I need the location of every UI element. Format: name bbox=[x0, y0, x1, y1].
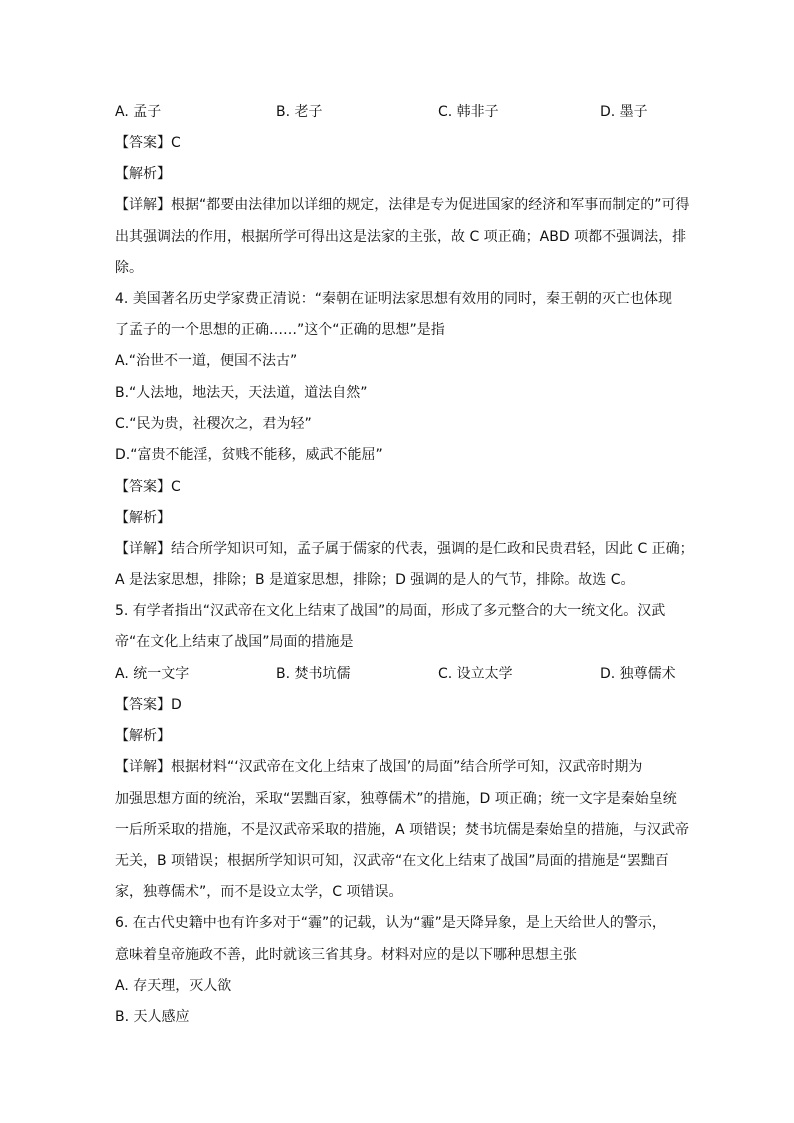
q5-option-d: D. 独尊儒术 bbox=[600, 666, 676, 682]
q4-option-c: C.“民为贵，社稷次之，君为轻” bbox=[115, 416, 312, 432]
answer-value: C bbox=[171, 479, 181, 495]
q4-detail-line: 【详解】结合所学知识可知，孟子属于儒家的代表，强调的是仁政和民贵君轻，因此 C 正确； bbox=[115, 541, 694, 557]
q5-detail-line: 【详解】根据材料“‘汉武帝在文化上结束了战国’的局面”结合所学可知，汉武帝时期为 bbox=[115, 759, 643, 775]
q4-detail-line: A 是法家思想，排除；B 是道家思想，排除；D 强调的是人的气节，排除。故选 C。 bbox=[115, 572, 635, 588]
q3-detail-line: 出其强调法的作用，根据所学可得出这是法家的主张，故 C 项正确；ABD 项都不强调法，排 bbox=[115, 229, 687, 245]
answer-label: 【答案】 bbox=[115, 697, 171, 713]
q3-detail-line: 除。 bbox=[115, 260, 143, 276]
q5-detail-line: 一后所采取的措施，不是汉武帝采取的措施，A 项错误；焚书坑儒是秦始皇的措施，与汉武帝 bbox=[115, 822, 690, 838]
answer-label: 【答案】 bbox=[115, 479, 171, 495]
q5-option-b: B. 焚书坑儒 bbox=[276, 666, 351, 682]
q3-detail-line: 【详解】根据“都要由法律加以详细的规定，法律是专为促进国家的经济和军事而制定的”可得 bbox=[115, 197, 690, 213]
q3-analysis-label: 【解析】 bbox=[115, 166, 171, 182]
q6-stem-line: 意味着皇帝施政不善，此时就该三省其身。材料对应的是以下哪种思想主张 bbox=[115, 947, 577, 963]
q3-option-a: A. 孟子 bbox=[115, 104, 162, 120]
q3-option-d: D. 墨子 bbox=[600, 104, 648, 120]
q3-option-b: B. 老子 bbox=[276, 104, 323, 120]
q5-answer bbox=[115, 695, 715, 715]
answer-value: D bbox=[171, 697, 182, 713]
q5-option-a: A. 统一文字 bbox=[115, 666, 190, 682]
q4-option-a: A.“治世不一道，便国不法古” bbox=[115, 353, 298, 369]
answer-value: C bbox=[171, 135, 181, 151]
q5-detail-line: 加强思想方面的统治，采取“罢黜百家，独尊儒术”的措施，D 项正确；统一文字是秦始皇统 bbox=[115, 791, 677, 807]
q4-option-b: B.“人法地，地法天，天法道，道法自然” bbox=[115, 385, 368, 401]
q5-stem-line: 帝“在文化上结束了战国”局面的措施是 bbox=[115, 634, 354, 650]
q5-analysis-label: 【解析】 bbox=[115, 728, 171, 744]
q6-option-b: B. 天人感应 bbox=[115, 1009, 190, 1025]
q3-option-c: C. 韩非子 bbox=[438, 104, 499, 120]
q3-answer bbox=[115, 133, 715, 153]
q4-analysis-label: 【解析】 bbox=[115, 510, 171, 526]
q6-option-a: A. 存天理，灭人欲 bbox=[115, 978, 232, 994]
q6-stem-line: 6. 在古代史籍中也有许多对于“霾”的记载，认为“霾”是天降异象，是上天给世人的警示， bbox=[115, 915, 666, 931]
q5-detail-line: 无关，B 项错误；根据所学知识可知，汉武帝“在文化上结束了战国”局面的措施是“罢黜百 bbox=[115, 853, 669, 869]
q4-stem-line: 了孟子的一个思想的正确……”这个“正确的思想”是指 bbox=[115, 322, 445, 338]
q5-stem-line: 5. 有学者指出“汉武帝在文化上结束了战国”的局面，形成了多元整合的大一统文化。汉武 bbox=[115, 603, 666, 619]
q4-option-d: D.“富贵不能淫，贫贱不能移，威武不能屈” bbox=[115, 447, 383, 463]
q4-answer bbox=[115, 477, 715, 497]
q4-stem-line: 4. 美国著名历史学家费正清说：“秦朝在证明法家思想有效用的同时，秦王朝的灭亡也体现 bbox=[115, 291, 673, 307]
q5-option-c: C. 设立太学 bbox=[438, 666, 513, 682]
q5-detail-line: 家，独尊儒术”，而不是设立太学，C 项错误。 bbox=[115, 884, 403, 900]
answer-label: 【答案】 bbox=[115, 135, 171, 151]
